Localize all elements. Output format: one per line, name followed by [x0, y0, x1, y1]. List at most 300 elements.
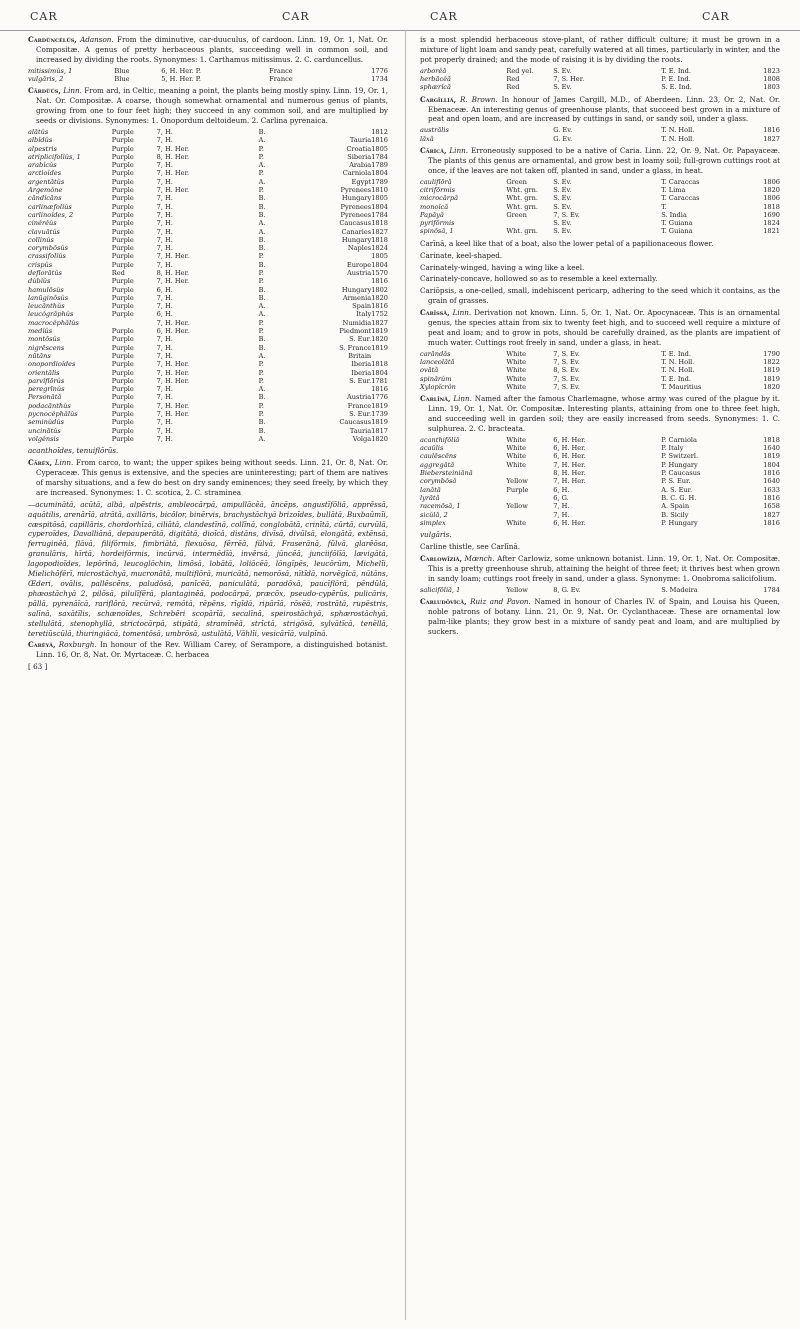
species-row: [420, 452, 780, 460]
species-cell: 1819: [371, 343, 388, 352]
species-cell: 1822: [763, 358, 780, 367]
species-row: [28, 153, 388, 161]
species-cell: P.: [258, 360, 264, 369]
species-row: [420, 519, 780, 527]
species-cell: cāndĭcāns: [28, 194, 62, 203]
species-cell: Purple: [111, 302, 134, 311]
species-cell: 7, H.: [156, 434, 173, 443]
entry-author: Mœnch.: [464, 553, 495, 563]
species-cell: B.: [258, 426, 266, 435]
species-cell: 7, H. Her.: [156, 144, 190, 153]
species-cell: 1817: [371, 426, 388, 435]
species-cell: corymbōsă: [420, 477, 457, 486]
species-cell: White: [506, 349, 527, 358]
species-cell: monoĭcă: [420, 202, 449, 211]
species-cell: A. Spain: [661, 502, 690, 511]
entry-carinately-winged: Carinately-winged, having a wing like a keel.: [420, 262, 585, 272]
species-cell: 6, H.: [553, 485, 570, 494]
species-cell: B.: [258, 393, 266, 402]
species-row: [28, 128, 388, 136]
species-cell: P.: [258, 186, 264, 195]
entry-author: Ruiz and Pavon.: [470, 596, 531, 606]
species-cell: 1790: [763, 349, 780, 358]
species-row: [420, 383, 780, 391]
species-cell: T. N. Holl.: [661, 358, 695, 367]
species-cell: S. E. Ind.: [661, 83, 692, 92]
species-cell: podacānthŭs: [28, 401, 71, 410]
species-cell: T. Guiana: [661, 227, 693, 236]
species-cell: Purple: [111, 335, 134, 344]
species-row: [28, 145, 388, 153]
running-head-2: CAR: [282, 10, 310, 23]
species-cell: [326, 128, 372, 136]
species-cell: B.: [258, 210, 266, 219]
species-cell: 1827: [371, 318, 388, 327]
species-cell: 7, H.: [156, 426, 173, 435]
species-cell: 7, H.: [156, 302, 173, 311]
species-cell: 1820: [763, 185, 780, 194]
species-row: [420, 227, 780, 235]
species-cell: dŭbĭŭs: [28, 277, 51, 286]
species-row: [420, 502, 780, 510]
species-cell: A.: [258, 227, 266, 236]
species-cell: 1816: [371, 385, 388, 394]
species-cell: Pyrenees: [340, 210, 372, 219]
species-cell: White: [506, 358, 527, 367]
species-cell: 7, S. Ev.: [553, 349, 580, 358]
species-cell: B.: [258, 202, 266, 211]
species-cell: acaūlis: [420, 444, 444, 453]
species-row: [28, 385, 388, 393]
species-cell: Purple: [111, 376, 134, 385]
species-cell: 1827: [763, 134, 780, 143]
entry-carduncellus: [28, 35, 388, 65]
species-cell: 1804: [763, 460, 780, 469]
species-row: [420, 186, 780, 194]
species-cell: P. E. Ind.: [661, 75, 691, 84]
species-cell: Red: [506, 83, 520, 92]
species-cell: Personātă: [28, 393, 62, 402]
species-cell: T. E. Ind.: [661, 374, 691, 383]
species-cell: Purple: [111, 161, 134, 170]
species-cell: P. S. Eur.: [661, 477, 691, 486]
species-cell: sicŭlă, 2: [420, 510, 448, 519]
entry-carlina: [420, 394, 780, 434]
species-cell: 7, H.: [156, 210, 173, 219]
species-cell: Purple: [111, 252, 134, 261]
species-cell: B.: [258, 343, 266, 352]
species-cell: 7, H. Her.: [156, 318, 190, 327]
species-cell: herbācĕă: [420, 75, 451, 84]
species-cell: 1810: [371, 186, 388, 195]
species-cell: 1827: [763, 510, 780, 519]
species-cell: 1804: [371, 260, 388, 269]
species-cell: Volga: [352, 434, 372, 443]
species-cell: 1805: [371, 194, 388, 203]
entry-text: In honour of James Cargill, M.D., of Aberdeen. Linn. 23, Or. 2, Nat. Or. Ebenaceæ. An interesting genus of greenhouse plants, that succeed best grown in a mixture of peat and open loam, and are increased by cuttings in sand, or sandy soil, under a glass.: [428, 94, 780, 124]
species-cell: 1752: [371, 310, 388, 319]
species-cell: Purple: [111, 310, 134, 319]
species-cell: 7, H.: [156, 219, 173, 228]
species-row: [420, 477, 780, 485]
species-table-careya: [420, 67, 780, 92]
species-cell: 1784: [763, 585, 780, 594]
species-cell: 1818: [371, 235, 388, 244]
species-cell: Purple: [111, 410, 134, 419]
species-cell: P.: [258, 277, 264, 286]
species-cell: 1806: [763, 194, 780, 203]
species-cell: P.: [258, 252, 264, 261]
species-cell: 1816: [763, 518, 780, 527]
species-cell: B.: [258, 235, 266, 244]
species-cell: 7, H.: [156, 161, 173, 170]
species-cell: Austria: [346, 268, 372, 277]
species-cell: A.: [258, 310, 266, 319]
species-cell: austrālis: [420, 126, 449, 135]
species-cell: P.: [258, 169, 264, 178]
careya-continuation: is a most splendid herbaceous stove-plant, of rather difficult culture; it must be grown in a mixture of light loam and sandy peat, carefully watered at all times, particularly in winter, and the pot properly drained; and the mode of raising it is by dividing the roots.: [420, 35, 780, 64]
species-cell: atriplicifolĭŭs, 1: [28, 152, 81, 161]
species-cell: T. E. Ind.: [661, 66, 691, 75]
species-row: [420, 203, 780, 211]
species-cell: carāndăs: [420, 349, 451, 358]
species-cell: 1819: [371, 401, 388, 410]
species-cell: 8, H. Her.: [553, 469, 586, 478]
species-cell: 1781: [371, 376, 388, 385]
species-cell: P.: [258, 327, 264, 336]
species-table-carica: [420, 178, 780, 236]
entry-carissa: [420, 308, 780, 348]
species-cell: deflorātŭs: [28, 268, 62, 277]
entry-cargillia: [420, 95, 780, 125]
species-cell: 6, G.: [553, 493, 569, 502]
species-cell: Purple: [111, 169, 134, 178]
entry-carina: Carīnă, a keel like that of a boat, also the lower petal of a papilionaceous flower.: [420, 238, 714, 248]
species-row: [28, 194, 388, 202]
species-cell: carlinoĭdes, 2: [28, 210, 74, 219]
species-cell: 8, G. Ev.: [553, 585, 581, 594]
species-cell: alpestris: [28, 144, 57, 153]
species-cell: Papāyă: [420, 210, 444, 219]
species-cell: P. Carniola: [661, 435, 697, 444]
species-cell: Purple: [111, 219, 134, 228]
species-cell: A.: [258, 302, 266, 311]
species-cell: 6, H. Her.: [553, 435, 586, 444]
entry-carica: [420, 146, 780, 176]
species-cell: P.: [258, 368, 264, 377]
species-row: [420, 358, 780, 366]
species-cell: spinōsă, 1: [420, 227, 454, 236]
species-cell: Spain: [352, 302, 372, 311]
species-cell: lanūginōsŭs: [28, 293, 69, 302]
species-row: [420, 366, 780, 374]
species-cell: Yellow: [506, 477, 528, 486]
species-cell: 1784: [371, 210, 388, 219]
species-cell: Purple: [111, 343, 134, 352]
entry-text: Erroneously supposed to be a native of Caria. Linn. 22, Or. 9, Nat. Or. Papayaceæ. The plants of this genus are ornamental, and grow best in loamy soil; full-grown cuttings root at once, if the leaves are not taken off, planted in sand, under a glass, in heat.: [428, 145, 780, 175]
species-cell: Europe: [346, 260, 372, 269]
species-cell: peregrīnŭs: [28, 385, 65, 394]
entry-author: R. Brown.: [460, 94, 498, 104]
species-cell: 7, H.: [156, 293, 173, 302]
species-cell: T. N. Holl.: [661, 366, 695, 375]
entry-author: Roxburgh.: [58, 640, 97, 650]
species-cell: Purple: [111, 177, 134, 186]
species-row: [420, 436, 780, 444]
species-row: [28, 136, 388, 144]
species-cell: nigrēscens: [28, 343, 65, 352]
species-cell: [506, 126, 553, 134]
species-row: [28, 310, 388, 318]
left-column: [28, 35, 388, 674]
species-row: [420, 350, 780, 358]
entry-name: Carlowīziă,: [420, 553, 462, 563]
species-cell: A.: [258, 219, 266, 228]
species-cell: 6, H.: [156, 310, 173, 319]
species-cell: [371, 352, 388, 360]
species-cell: spinārŭm: [420, 374, 452, 383]
species-row: [28, 269, 388, 277]
species-cell: 1789: [371, 161, 388, 170]
species-cell: Purple: [111, 434, 134, 443]
species-cell: 7, H.: [156, 136, 173, 145]
species-cell: Purple: [111, 186, 134, 195]
species-row: [420, 75, 780, 83]
species-cell: citrifōrmis: [420, 185, 456, 194]
species-cell: [506, 219, 553, 227]
species-cell: 7, H. Her.: [156, 277, 190, 286]
species-cell: B.: [258, 194, 266, 203]
species-row: [28, 219, 388, 227]
species-cell: T. Lima: [661, 185, 686, 194]
species-row: [420, 211, 780, 219]
species-cell: crassifolĭŭs: [28, 252, 66, 261]
species-cell: [326, 385, 372, 393]
species-cell: Italy: [356, 310, 372, 319]
species-cell: Red: [111, 268, 125, 277]
species-row: [420, 461, 780, 469]
species-cell: S. Ev.: [553, 227, 572, 236]
species-row: [28, 169, 388, 177]
species-cell: P.: [258, 152, 264, 161]
species-cell: arborĕă: [420, 66, 447, 75]
entry-name: Cārĭcă,: [420, 145, 447, 155]
species-cell: White: [506, 460, 527, 469]
species-cell: 5, H. Her. P.: [161, 75, 201, 84]
species-cell: P.: [258, 376, 264, 385]
species-cell: Egypt: [351, 177, 372, 186]
species-cell: Purple: [111, 227, 134, 236]
species-cell: 7, H. Her.: [156, 169, 190, 178]
species-row: [28, 369, 388, 377]
entry-name: Cārĕx,: [28, 458, 52, 468]
species-cell: Purple: [111, 418, 134, 427]
species-row: [28, 344, 388, 352]
species-cell: 6, H. Her.: [553, 452, 586, 461]
species-cell: S. Ev.: [553, 185, 572, 194]
entry-text: After Carlowiz, some unknown botanist. Linn. 19, Or. 1, Nat. Or. Compositæ. This is a pretty greenhouse shrub, attaining the height of three feet; it thrives best when grown in sandy loam; cuttings root freely in sand, under a glass. Synonyme: 1. Onobroma salicifolium.: [428, 553, 780, 583]
entry-cariopsis: Cariŏpsis, a one-celled, small, indehiscent pericarp, adhering to the seed which it contains, as the grain of grasses.: [420, 286, 780, 306]
species-cell: Purple: [111, 194, 134, 203]
species-cell: 1819: [763, 374, 780, 383]
species-cell: France: [269, 66, 293, 75]
species-cell: 1816: [371, 302, 388, 311]
species-cell: ovātă: [420, 366, 439, 375]
species-cell: 7, H. Her.: [156, 368, 190, 377]
species-cell: 1690: [763, 210, 780, 219]
species-cell: Purple: [111, 426, 134, 435]
species-cell: 7, H. Her.: [156, 186, 190, 195]
species-row: [28, 402, 388, 410]
species-cell: 1802: [371, 285, 388, 294]
species-cell: P. Hungary: [661, 518, 698, 527]
species-cell: B.: [258, 244, 266, 253]
species-cell: Tauria: [349, 136, 372, 145]
species-cell: Caucasus: [339, 418, 372, 427]
species-cell: microcārpă: [420, 194, 459, 203]
species-cell: 7, H.: [156, 260, 173, 269]
species-cell: 1827: [371, 227, 388, 236]
entry-carlowizia: [420, 554, 780, 584]
species-cell: 1734: [371, 75, 388, 84]
species-cell: salicifōlĭă, 1: [420, 585, 461, 594]
species-cell: 7, H. Her.: [553, 460, 586, 469]
species-cell: Red yel.: [506, 66, 534, 75]
species-cell: 1818: [763, 202, 780, 211]
species-row: [28, 236, 388, 244]
species-cell: 1819: [763, 452, 780, 461]
species-row: [420, 178, 780, 186]
species-cell: T. E. Ind.: [661, 349, 691, 358]
species-cell: P.: [258, 410, 264, 419]
species-cell: Yellow: [506, 585, 528, 594]
species-cell: Purple: [111, 368, 134, 377]
species-cell: S. Eur.: [349, 410, 372, 419]
species-cell: Argemŏne: [28, 186, 63, 195]
species-cell: Purple: [111, 244, 134, 253]
species-row: [28, 435, 388, 443]
species-cell: 1818: [371, 360, 388, 369]
carex-species-list: —acuminātă, acūtă, albă, alpĕstris, ambleocārpă, ampullācĕă, āncĕps, angustĭfŏliă, apprĕssă, aquātilis, arenārĭă, atrātă, axillāris, bicŏlor, binĕrvis, brachystāchyă brizoĭdes, bullātă, Buxbaŭmĭi, cæspitōsă, capillāris, chordorhīză, ciliātă, clandestīnă, collīnă, conglobātă, crinītă, cūrtă, curvūlă, cyperoĭdes, Davalliānă, depauperātă, digitātă, dioĭcă, distāns, divīsă, divūlsă, elongātă, extēnsă, ferruginĕă, flāvă, filifōrmis, fimbriātă, flexuōsa, fērrĕă, fūlvă, Fraserānă, fŭlvă, glarĕōsa, granulāris, hīrtă, hordeifōrmis, incūrvă, intermĕdĭă, invērsă, jūncĕă, junciifōlĭă, lævigātă, lagopodioĭdes, lepōrīnă, leucoglōchin, limōsă, lobātă, loliācĕă, lōngĭpēs, leucōrūm, Michelĭi, Mielichŏfērī, microstāchyă, mucronātă, multiflōră, muricātă, nemorōsă, nītĭdă, norvēgĭcă, nūtāns, Œderi, ovālis, pallĕscĕns, paludōsă, panĭcĕă, paniculātă, paradŏxă, paucĭflōră, pēndŭlă, phæostāchyă 2, pilōsă, pilulĭfĕră, plantaginĕă, podocārpă, præcŏx, pseudo-cypĕrŭs, pulicāris, pāllă, pyrenāĭcă, rariflōră, recūrvă, remōtă, rēpĕns, rīgĭdă, ripārĭă, rōsĕă, rostrātă, rupĕstris, salīnă, saxātĭlis, schænoĭdes, Schrebĕri scopārĭă, secalīnă, speirostāchyă, sphærostāchyă, stellulātă, stenophyllă, strictocārpă, stipātă, stramīnĕă, strĭctă, strigōsă, sylvātĭcă, tenēllă, teretiŭscūlă, thuringiăcă, tomentōsă, umbrōsă, ustulātă, Vāhlĭi, vesicārĭă, vulpīnă.: [28, 499, 388, 638]
species-cell: Blue: [114, 75, 130, 84]
species-cell: 8, S. Ev.: [553, 366, 580, 375]
species-cell: White: [506, 374, 527, 383]
entry-author: Linn.: [63, 86, 82, 96]
species-cell: 7, H.: [156, 343, 173, 352]
species-cell: 7, S. Ev.: [553, 210, 580, 219]
species-row: [420, 486, 780, 494]
species-cell: Iberia: [351, 360, 372, 369]
species-cell: 7, H. Her.: [156, 410, 190, 419]
species-cell: P. Hungary: [661, 460, 698, 469]
species-cell: 7, H.: [156, 202, 173, 211]
species-cell: 1820: [371, 434, 388, 443]
species-cell: lyrātă: [420, 493, 440, 502]
species-cell: B.: [258, 335, 266, 344]
species-row: [28, 228, 388, 236]
species-cell: 1640: [763, 477, 780, 486]
species-cell: mitissimŭs, 1: [28, 66, 73, 75]
species-cell: S. Eur.: [349, 335, 372, 344]
species-cell: arabĭcŭs: [28, 161, 57, 170]
species-cell: T.: [661, 202, 667, 211]
species-cell: 7, H.: [156, 351, 173, 360]
species-row: [28, 178, 388, 186]
species-cell: G. Ev.: [553, 126, 573, 135]
species-cell: Purple: [111, 360, 134, 369]
species-row: [28, 211, 388, 219]
species-cell: nūtāns: [28, 351, 51, 360]
species-cell: White: [506, 518, 527, 527]
species-row: [28, 186, 388, 194]
species-cell: 7, H.: [156, 418, 173, 427]
column-rule: [405, 30, 406, 1320]
species-cell: P. Italy: [661, 444, 684, 453]
entry-name: Carlīnă,: [420, 394, 451, 404]
species-cell: Purple: [111, 210, 134, 219]
species-cell: hamulōsŭs: [28, 285, 64, 294]
species-cell: 7, S. Her.: [553, 75, 585, 84]
species-cell: S. Ev.: [553, 219, 572, 228]
species-row: [28, 393, 388, 401]
entry-carline: Carline thistle, see Carlīnă.: [420, 542, 520, 552]
species-cell: Purple: [111, 127, 134, 136]
species-table-carissa: [420, 350, 780, 391]
species-cell: Wht. grn.: [506, 202, 538, 211]
species-cell: 1804: [371, 202, 388, 211]
entry-text: In honour of the Rev. William Carey, of Serampore, a distinguished botanist. Linn. 16, Or. 8, Nat. Or. Myrtaceæ. C. herbacea: [36, 640, 388, 660]
species-cell: 7, H.: [156, 227, 173, 236]
species-cell: A.: [258, 351, 266, 360]
species-cell: [506, 135, 553, 143]
species-row: [28, 319, 388, 327]
species-row: [420, 469, 780, 477]
species-cell: 1824: [763, 219, 780, 228]
species-cell: cinĕrĕŭs: [28, 219, 57, 228]
species-cell: pyrifōrmis: [420, 219, 455, 228]
species-cell: 1805: [371, 252, 388, 261]
carduus-footer: acanthoĭdes, tenuiflōrŭs.: [28, 446, 119, 456]
species-cell: Wht. grn.: [506, 227, 538, 236]
species-cell: 7, H. Her.: [156, 360, 190, 369]
species-cell: S. France: [339, 343, 372, 352]
entry-text: From carco, to want; the upper spikes being without seeds. Linn. 21, Or. 8, Nat. Or. Cyperaceæ. This genus is extensive, and the species are uninteresting; part of them are natives of marshy situations, and a few do best on dry sandy eminences; they seed freely, by which they are increased. Synonymes: 1. C. scotica, 2. C. straminea: [36, 458, 388, 497]
species-row: [28, 418, 388, 426]
species-cell: Purple: [111, 393, 134, 402]
species-cell: Xylopĭcrŏn: [420, 382, 456, 391]
species-cell: S. Eur.: [349, 376, 372, 385]
species-cell: 1805: [371, 144, 388, 153]
species-cell: collinŭs: [28, 235, 54, 244]
species-table-carlowizia: [420, 586, 780, 594]
species-cell: 1806: [763, 177, 780, 186]
species-cell: A.: [258, 177, 266, 186]
species-cell: Purple: [111, 351, 134, 360]
species-cell: 7, H. Her.: [156, 401, 190, 410]
entry-name: Cargīllĭă,: [420, 94, 457, 104]
entry-text: From ard, in Celtic, meaning a point, the plants being mostly spiny. Linn. 19, Or. 1, Nat. Or. Compositæ. A coarse, though somewhat ornamental and numerous genus of plants, growing from one to four feet high; they succeed in any common soil, and are multiplied by seeds or divisions. Synonymes: 1. Onopordum deltoideum. 2. Carlina pyrenaica.: [36, 86, 388, 126]
entry-careya: [28, 640, 388, 660]
species-cell: vulgāris, 2: [28, 75, 64, 84]
species-row: [28, 335, 388, 343]
species-cell: pycnocĕphălŭs: [28, 410, 78, 419]
species-cell: 1821: [763, 227, 780, 236]
species-cell: 1819: [763, 366, 780, 375]
species-cell: argentātŭs: [28, 177, 65, 186]
species-cell: simplex: [420, 518, 446, 527]
species-cell: 1819: [371, 327, 388, 336]
species-cell: 7, H.: [156, 335, 173, 344]
